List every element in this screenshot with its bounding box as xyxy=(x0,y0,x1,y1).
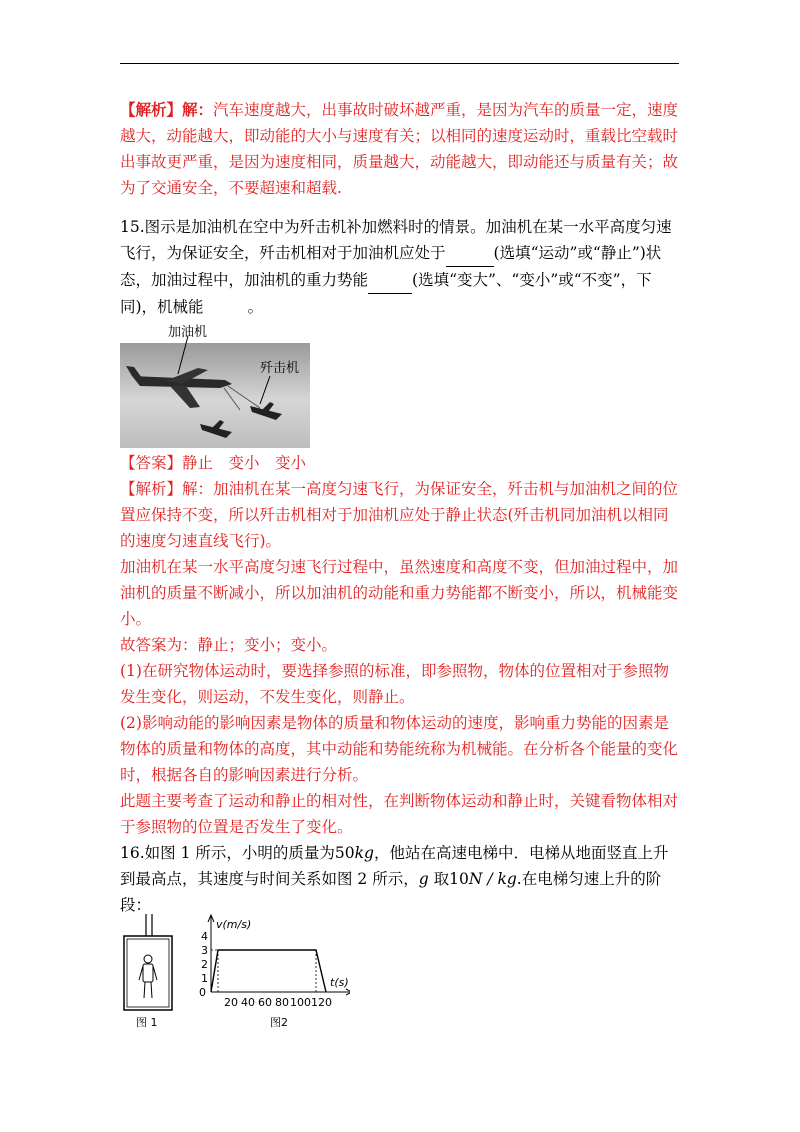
velocity-time-graph xyxy=(199,915,350,1029)
answer-tag: 【答案】 xyxy=(120,454,183,472)
q16-text-a: 16.如图 1 所示，小明的质量为 xyxy=(120,844,335,862)
header-rule xyxy=(120,63,679,64)
figures xyxy=(120,912,350,1030)
q15-part3: (选填“变大”、“变小”或“不变”，下同)，机械能 xyxy=(120,271,652,316)
y-tick-0: 0 xyxy=(199,986,206,999)
velocity-curve xyxy=(211,950,326,992)
q16-gunit: N / kg xyxy=(468,870,517,888)
answer-15 xyxy=(120,450,680,476)
analysis-line-1 xyxy=(120,476,680,554)
x-tick-100: 100 xyxy=(290,996,311,1009)
analysis-lead: 解： xyxy=(182,100,214,119)
analysis-line-4: (1)在研究物体运动时，要选择参照的标准，即参照物，物体的位置相对于参照物发生变化，则运动，不发生变化，则静止。 xyxy=(120,662,669,706)
question-15 xyxy=(120,214,680,321)
x-tick-60: 60 xyxy=(258,996,272,1009)
question-16 xyxy=(120,840,680,918)
x-tick-20: 20 xyxy=(224,996,238,1009)
analysis-line-6: 此题主要考查了运动和静止的相对性，在判断物体运动和静止时，关键看物体相对于参照物的位置是否发生了变化。 xyxy=(120,792,679,836)
q16-gval: 10 xyxy=(449,870,469,888)
analysis-text: 汽车速度越大，出事故时破坏越严重，是因为汽车的质量一定，速度越大，动能越大，即动能的大小与速度有关；以相同的速度运动时，重载比空载时出事故更严重，是因为速度相同，质量越大，动能越大，即动能还与质量有关；故为了交通安全，不要超速和超载. xyxy=(120,101,679,197)
q16-text-d: .在电梯匀速上升的阶段： xyxy=(120,870,662,914)
y-tick-3: 3 xyxy=(201,944,208,957)
x-tick-80: 80 xyxy=(275,996,289,1009)
refueling-photo xyxy=(120,318,310,448)
person-icon xyxy=(139,955,157,998)
x-tick-40: 40 xyxy=(241,996,255,1009)
x-tick-120: 120 xyxy=(311,996,332,1009)
answer-text: 静止 变小 变小 xyxy=(182,454,307,472)
analysis15-tag: 【解析】 xyxy=(120,480,183,498)
q16-kg: kg xyxy=(354,844,374,862)
q15-part2: (选填“运动”或“静止”)状态，加油过程中，加油机的重力势能 xyxy=(120,244,662,289)
x-axis-label: t(s) xyxy=(330,976,349,989)
q15-part1: 15.图示是加油机在空中为歼击机补加燃料时的情景。加油机在某一水平高度匀速飞行，为保证安全，歼击机相对于加油机应处于 xyxy=(120,218,672,262)
fig2-caption: 图2 xyxy=(270,1016,288,1029)
label-tanker: 加油机 xyxy=(168,324,208,339)
analysis-line-3: 故答案为：静止；变小；变小。 xyxy=(120,636,338,654)
q16-mass: 50 xyxy=(334,844,355,862)
analysis-15 xyxy=(120,476,680,840)
answer-blank-3 xyxy=(204,294,248,321)
analysis-line-2: 加油机在某一水平高度匀速飞行过程中，虽然速度和高度不变，但加油过程中，加油机的质量不断减小，所以加油机的动能和重力势能都不断变小，所以，机械能变小。 xyxy=(120,558,679,628)
analysis-line-5: (2)影响动能的影响因素是物体的质量和物体运动的速度，影响重力势能的因素是物体的质量和物体的高度，其中动能和势能统称为机械能。在分析各个能量的变化时，根据各自的影响因素进行分析。 xyxy=(120,714,679,784)
analysis-tag: 【解析】 xyxy=(120,100,183,119)
y-axis-label: v(m/s) xyxy=(216,918,252,931)
y-tick-1: 1 xyxy=(201,972,208,985)
q15-part4: 。 xyxy=(247,298,264,316)
q16-text-b: ，他站在高速电梯中．电梯从地面竖直上升到最高点，其速度与时间关系如图 2 所示， xyxy=(120,844,669,888)
label-fighter: 歼击机 xyxy=(260,360,300,375)
y-tick-2: 2 xyxy=(201,958,208,971)
prev-analysis xyxy=(120,97,680,201)
answer-blank-1 xyxy=(446,240,494,267)
refueling-illustration xyxy=(120,318,310,448)
q16-g: g xyxy=(418,870,429,888)
y-tick-4: 4 xyxy=(201,930,208,943)
elevator-figure xyxy=(124,914,172,1029)
q16-text-c: 取 xyxy=(428,870,450,888)
analysis15-line1: 解：加油机在某一高度匀速飞行，为保证安全，歼击机与加油机之间的位置应保持不变，所以歼击机相对于加油机应处于静止状态(歼击机同加油机以相同的速度匀速直线飞行)。 xyxy=(120,480,679,550)
fig1-caption: 图 1 xyxy=(136,1016,158,1029)
answer-blank-2 xyxy=(368,267,412,294)
